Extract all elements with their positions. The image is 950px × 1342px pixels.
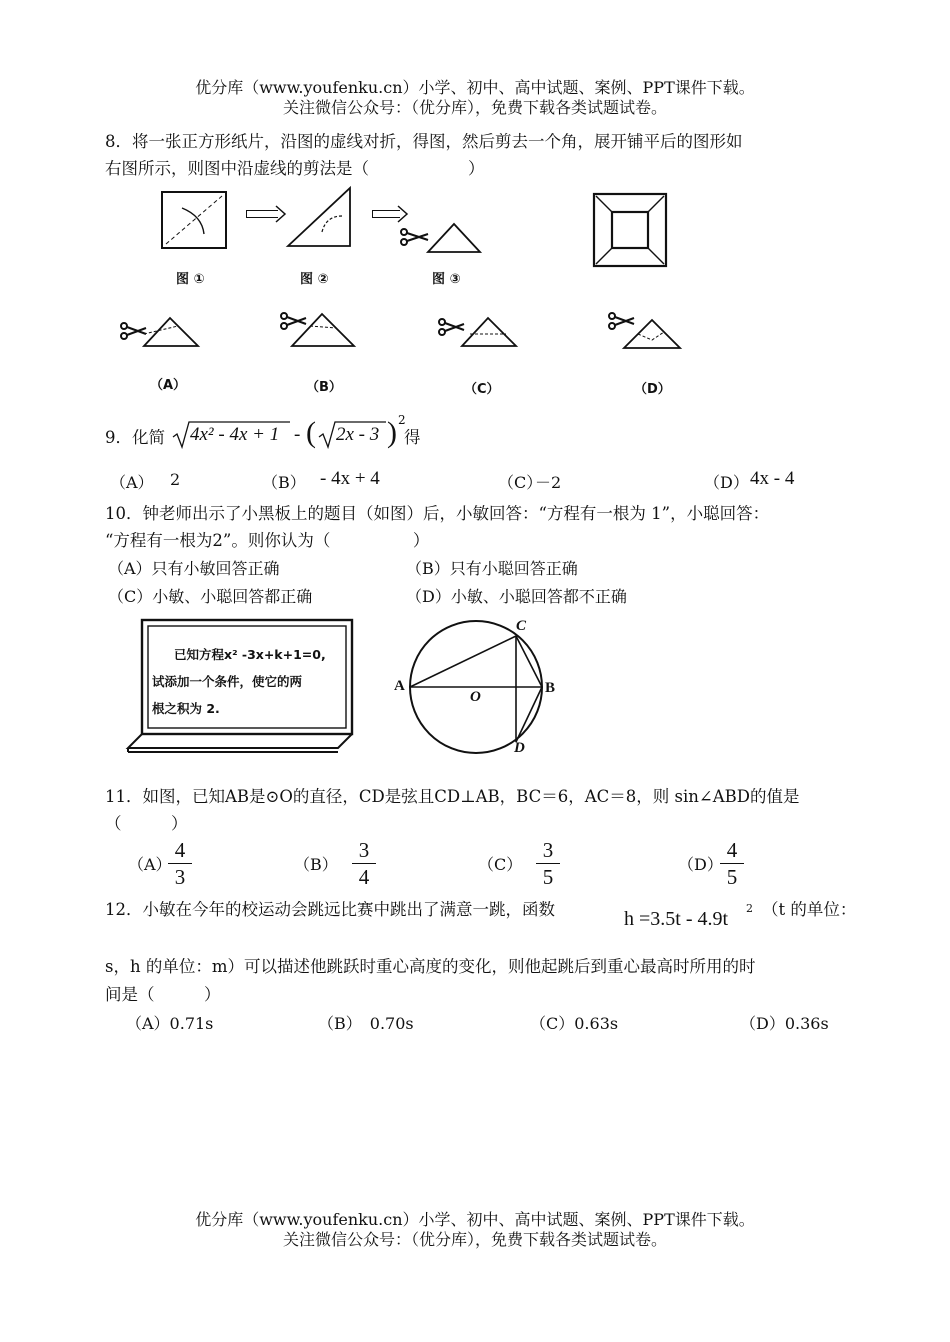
- q11-text-line2: （ ）: [105, 814, 188, 833]
- q10-option-c: （C）小敏、小聪回答都正确: [108, 587, 313, 606]
- q12-text-line2: s，h 的单位：m）可以描述他跳跃时重心高度的变化，则他起跳后到重心最高时所用的时: [105, 957, 756, 976]
- q12-text-line1-tail: （t 的单位：: [762, 900, 857, 919]
- q11-option-b-label: （B）: [294, 855, 338, 874]
- q11-text-line1: 11．如图，已知AB是⊙O的直径，CD是弦且CD⊥AB，BC＝6，AC＝8，则 sin∠ABD的值是: [105, 787, 800, 806]
- q12-formula-exponent: 2: [746, 902, 753, 915]
- q9-paren-left: (: [306, 416, 316, 449]
- q12-text-line1: 12．小敏在今年的校运动会跳远比赛中跳出了满意一跳，函数: [105, 900, 555, 919]
- q8-fig2-label: 图 ②: [300, 272, 329, 287]
- q9-option-d-value: 4x - 4: [750, 468, 795, 489]
- circle-label-a: A: [394, 678, 405, 694]
- q12-option-c: （C）0.63s: [530, 1014, 619, 1033]
- q9-exponent: 2: [398, 413, 406, 427]
- q8-fig3-label: 图 ③: [432, 272, 461, 287]
- scissors-icon: [401, 229, 428, 245]
- q12-option-a: （A）0.71s: [126, 1014, 214, 1033]
- q9-option-b-label: （B）: [262, 473, 306, 492]
- footer-line-2: 关注微信公众号：（优分库），免费下载各类试题试卷。: [282, 1230, 667, 1249]
- q8-text-line1: 8．将一张正方形纸片，沿图的虚线对折，得图，然后剪去一个角，展开铺平后的图形如: [105, 132, 743, 151]
- q8-fig3-triangle-scissors: [398, 220, 484, 256]
- q8-option-d-label: （D）: [634, 382, 671, 397]
- q9-option-a-value: 2: [170, 470, 181, 489]
- q9-option-a-label: （A）: [110, 473, 154, 492]
- q9-prefix: 9．化简: [105, 428, 165, 447]
- q12-formula: h =3.5t - 4.9t: [624, 908, 729, 930]
- q11-option-a-fraction: 4 3: [168, 838, 192, 889]
- q9-option-d-label: （D）: [704, 473, 749, 492]
- q11-option-c-label: （C）: [478, 855, 523, 874]
- q10-option-d: （D）小敏、小聪回答都不正确: [406, 587, 627, 606]
- q9-option-b-value: - 4x + 4: [320, 468, 380, 489]
- q10-board-line3: 根之积为 2.: [152, 701, 220, 716]
- q11-option-d-label: （D）: [678, 855, 723, 874]
- q8-option-b-label: （B）: [306, 380, 342, 395]
- footer-line-1: 优分库（www.youfenku.cn）小学、初中、高中试题、案例、PPT课件下载。: [195, 1210, 755, 1229]
- scissors-icon: [121, 323, 146, 339]
- q8-option-c-figure: [436, 312, 520, 350]
- q11-option-d-fraction: 4 5: [720, 838, 744, 889]
- scissors-icon: [281, 313, 306, 329]
- q12-text-line3: 间是（ ）: [105, 985, 221, 1004]
- circle-label-o: O: [470, 689, 481, 705]
- q10-option-a: （A）只有小敏回答正确: [108, 559, 280, 578]
- scissors-icon: [439, 319, 464, 335]
- q8-fig1-label: 图 ①: [176, 272, 205, 287]
- circle-label-d: D: [514, 740, 525, 756]
- circle-label-b: B: [545, 680, 556, 696]
- q10-board-line2: 试添加一个条件，使它的两: [152, 674, 303, 689]
- q8-option-a-figure: [118, 314, 202, 350]
- q8-fig1-folded-square: [160, 190, 230, 250]
- q10-text-line1: 10．钟老师出示了小黑板上的题目（如图）后，小敏回答：“方程有一根为 1”，小聪回答：: [105, 504, 770, 523]
- q8-result-square: [592, 192, 668, 268]
- header-line-1: 优分库（www.youfenku.cn）小学、初中、高中试题、案例、PPT课件下载。: [195, 78, 755, 97]
- q10-board-line1: 已知方程x² -3x+k+1=0,: [174, 647, 326, 662]
- q9-option-c-value: －2: [535, 473, 562, 492]
- q8-arrow-1-head: [276, 206, 286, 222]
- q12-option-d: （D）0.36s: [740, 1014, 829, 1033]
- q8-option-d-figure: [608, 308, 688, 350]
- q10-text-line2: “方程有一根为2”。则你认为（ ）: [105, 531, 430, 550]
- q9-option-c-label: （C）: [498, 473, 543, 492]
- circle-label-c: C: [516, 618, 527, 634]
- q9-radicand-2: 2x - 3: [336, 424, 380, 445]
- q11-option-a-label: （A）: [128, 855, 172, 874]
- q10-option-b: （B）只有小聪回答正确: [406, 559, 578, 578]
- q12-option-b: （B） 0.70s: [318, 1014, 414, 1033]
- q11-option-c-fraction: 3 5: [536, 838, 560, 889]
- q9-radicand-1: 4x² - 4x + 1: [190, 424, 280, 445]
- q9-paren-right: ): [387, 416, 397, 449]
- q8-option-b-figure: [280, 308, 364, 350]
- q11-option-b-fraction: 3 4: [352, 838, 376, 889]
- q9-minus: -: [294, 424, 301, 445]
- q8-text-line2: 右图所示，则图中沿虚线的剪法是（ ）: [105, 159, 485, 178]
- q8-option-a-label: （A）: [150, 378, 187, 393]
- scissors-icon: [609, 313, 634, 329]
- header-line-2: 关注微信公众号：（优分库），免费下载各类试题试卷。: [282, 98, 667, 117]
- q9-suffix: 得: [404, 428, 421, 447]
- q8-arrow-2: [372, 210, 400, 218]
- q8-fig2-triangle: [286, 186, 356, 250]
- q8-option-c-label: （C）: [464, 382, 500, 397]
- q8-arrow-1: [246, 210, 278, 218]
